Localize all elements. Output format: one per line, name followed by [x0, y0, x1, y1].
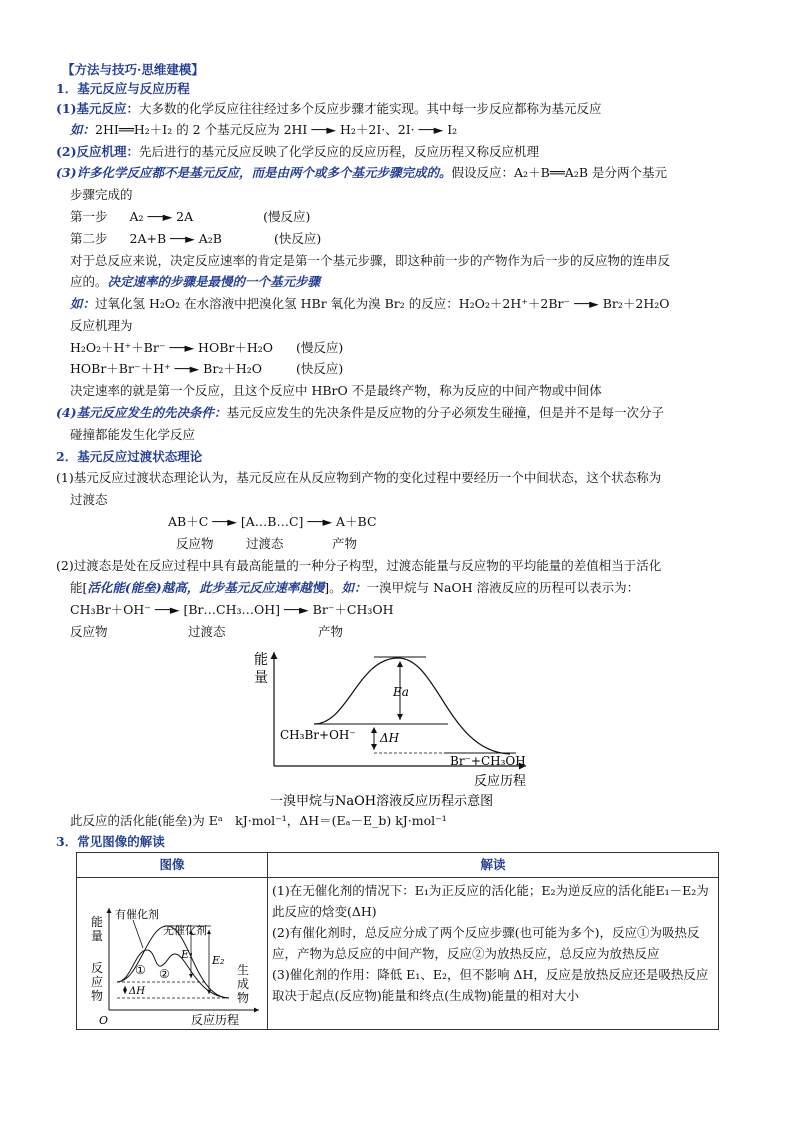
step2-eq: 2A+B ──► A₂B [129, 231, 222, 246]
ylabel-neng: 能 [254, 652, 268, 668]
dh-label-fig: ΔH [129, 986, 145, 997]
caption: 一溴甲烷与NaOH溶液反应历程示意图 [270, 794, 494, 809]
s2-eq1-labels [176, 534, 357, 554]
s1-p2-text: 先后进行的基元反应反映了化学反应的反应历程，反应历程又称反应机理 [139, 144, 540, 159]
col-header-reading: 解读 [268, 853, 719, 878]
cat-label: 有催化剂 [115, 908, 159, 921]
cat-pointer [133, 920, 143, 948]
figure-cell [77, 878, 268, 1030]
mech2-rate: (快反应) [296, 361, 344, 376]
s2-p1-line1: (1)基元反应过渡状态理论认为，基元反应在从反应物到产物的变化过程中要经历一个中间状态，这个状态称为 [56, 470, 662, 485]
s1-p6-cont: 碰撞都能发生化学反应 [70, 427, 196, 442]
section-header: 【方法与技巧·思维建模】 [62, 62, 204, 77]
eq2-label-reactant: 反应物 [70, 624, 108, 639]
mech1-eq: H₂O₂＋H⁺＋Br⁻ ──► HOBr＋H₂O [70, 340, 274, 355]
s2-p2-line2e: 一溴甲烷与 NaOH 溶液反应的历程可以表示为： [366, 580, 640, 595]
eq1-label-reactant: 反应物 [176, 536, 214, 551]
reading-table [76, 852, 719, 1030]
y-liang: 量 [91, 929, 104, 943]
eq1-label-product: 产物 [332, 536, 358, 551]
s1-ex2 [70, 294, 670, 314]
s2-p2-line1: (2)过渡态是处在反应过程中具有最高能量的一种分子构型，过渡态能量与反应物的平均能量的差值相当于活化 [56, 558, 662, 573]
s2-p2-line2 [70, 578, 639, 598]
col-header-image: 图像 [77, 853, 268, 878]
eq1-label-ts: 过渡态 [246, 536, 284, 551]
step1-rate: (慢反应) [263, 209, 311, 224]
s1-p2-label: (2)反应机理： [56, 144, 140, 159]
table-header-row [77, 853, 719, 878]
s2-p2-line2a: 能[ [70, 580, 88, 595]
step1-name: 第一步 [70, 209, 108, 224]
s2-p1-line2: 过渡态 [70, 492, 108, 507]
section-3-title: 3．常见图像的解读 [56, 834, 165, 849]
s1-p2 [56, 142, 539, 162]
s2-p2-line2c: ]。 [324, 580, 342, 595]
e2-label: E₂ [212, 954, 225, 967]
step2-rate: (快反应) [274, 231, 322, 246]
s1-ex2-label: 如： [70, 296, 96, 311]
s1-ex1-label: 如： [70, 122, 96, 137]
s1-p4-line1: 对于总反应来说，决定反应速率的肯定是第一个基元步骤，即这种前一步的产物作为后一步的反应物的连串反 [70, 253, 671, 268]
y-neng: 能 [91, 915, 104, 929]
origin-label: O [99, 1014, 109, 1026]
ylabel-liang: 量 [254, 670, 268, 686]
s1-ex1 [70, 120, 457, 140]
xlabel: 反应历程 [474, 774, 527, 789]
reading-cell [268, 878, 719, 1030]
s1-ex2-text: 过氧化氢 H₂O₂ 在水溶液中把溴化氢 HBr 氧化为溴 Br₂ 的反应：H₂O₂＋2H⁺＋2Br⁻ ──► Br₂＋2H₂O [95, 296, 670, 311]
s1-mech1 [70, 338, 343, 358]
s1-p1 [56, 99, 602, 119]
s1-mech2 [70, 359, 343, 379]
s2-eq1: AB＋C ──► [A…B…C] ──► A＋BC [168, 514, 377, 529]
dh-label: ΔH [380, 731, 400, 745]
table-row [77, 878, 719, 1030]
reading-3: (3)催化剂的作用：降低 E₁、E₂，但不影响 ΔH，反应是放热反应还是吸热反应取决于起点(反应物)能量和终点(生成物)能量的相对大小 [272, 967, 709, 1003]
reading-2: (2)有催化剂时，总反应分成了两个反应步骤(也可能为多个)，反应①为吸热反应，产物为总反应的中间产物，反应②为放热反应，总反应为放热反应 [272, 925, 700, 961]
s1-ex1-text: 2HI══H₂＋I₂ 的 2 个基元反应为 2HI ──► H₂＋2I·、2I· ──► I₂ [95, 122, 458, 137]
step2-circle: ② [159, 967, 170, 981]
s1-p4-line2b: 决定速率的步骤是最慢的一个基元步骤 [107, 274, 321, 289]
s1-p1-label: (1)基元反应： [56, 101, 140, 116]
s1-p6-label: (4)基元反应发生的先决条件： [56, 405, 227, 420]
section-1-title: 1．基元反应与反应历程 [56, 81, 190, 96]
eq2-label-ts: 过渡态 [188, 624, 226, 639]
step2-name: 第二步 [70, 231, 108, 246]
p-wu: 物 [237, 991, 250, 1005]
fig-xlabel: 反应历程 [191, 1013, 240, 1026]
r-wu: 物 [91, 989, 104, 1003]
s1-p1-text: 大多数的化学反应往往经过多个反应步骤才能实现。其中每一步反应都称为基元反应 [139, 101, 602, 116]
p-sheng: 生 [237, 963, 250, 977]
p-cheng: 成 [237, 977, 250, 991]
ea-label: Ea [393, 685, 409, 699]
step1-circle: ① [135, 963, 146, 977]
s1-mech-title: 反应机理为 [70, 318, 133, 333]
s1-p4-line2a: 应的。 [70, 274, 108, 289]
s2-p2-line2b: 活化能(能垒)越高，此步基元反应速率越慢 [87, 580, 325, 595]
s1-p5: 决定速率的就是第一个反应，且这个反应中 HBrO 不是最终产物，称为反应的中间产物或中间体 [70, 383, 602, 398]
r-ying: 应 [91, 975, 104, 989]
nocat-label: 无催化剂 [163, 924, 207, 937]
catalyst-energy-diagram [77, 878, 263, 1026]
s1-p6 [56, 403, 664, 423]
reading-1: (1)在无催化剂的情况下：E₁为正反应的活化能；E₂为逆反应的活化能E₁－E₂为此反应的焓变(ΔH) [272, 883, 709, 919]
energy-diagram-ch3br [248, 642, 548, 812]
e1-label: E₁ [181, 948, 194, 961]
r-fan: 反 [91, 961, 104, 975]
s1-p3 [56, 163, 667, 183]
s1-step1 [70, 207, 310, 227]
reactant-label: CH₃Br+OH⁻ [280, 728, 356, 742]
mech2-eq: HOBr＋Br⁻＋H⁺ ──► Br₂＋H₂O [70, 361, 263, 376]
product-label: Br⁻+CH₃OH [450, 754, 526, 768]
s2-p3: 此反应的活化能(能垒)为 Eᵃ kJ·mol⁻¹，ΔH＝(Eₐ－E_b) kJ·mol⁻¹ [70, 813, 447, 828]
eq2-label-product: 产物 [318, 624, 344, 639]
s2-p2-line2d: 如： [341, 580, 367, 595]
section-2-title: 2．基元反应过渡状态理论 [56, 449, 203, 464]
s1-p3-cont: 步骤完成的 [70, 187, 133, 202]
s2-eq2: CH₃Br＋OH⁻ ──► [Br…CH₃…OH] ──► Br⁻＋CH₃OH [70, 602, 394, 617]
s1-step2 [70, 229, 321, 249]
s1-p4-line2 [70, 272, 320, 292]
s1-p3-label: (3)许多化学反应都不是基元反应，而是由两个或多个基元步骤完成的。 [56, 165, 452, 180]
mech1-rate: (慢反应) [296, 340, 344, 355]
s1-p6-text: 基元反应发生的先决条件是反应物的分子必须发生碰撞，但是并不是每一次分子 [226, 405, 665, 420]
step1-eq: A₂ ──► 2A [129, 209, 194, 224]
s2-eq2-labels [70, 622, 343, 642]
s1-p3-text: 假设反应：A₂＋B══A₂B 是分两个基元 [451, 165, 668, 180]
